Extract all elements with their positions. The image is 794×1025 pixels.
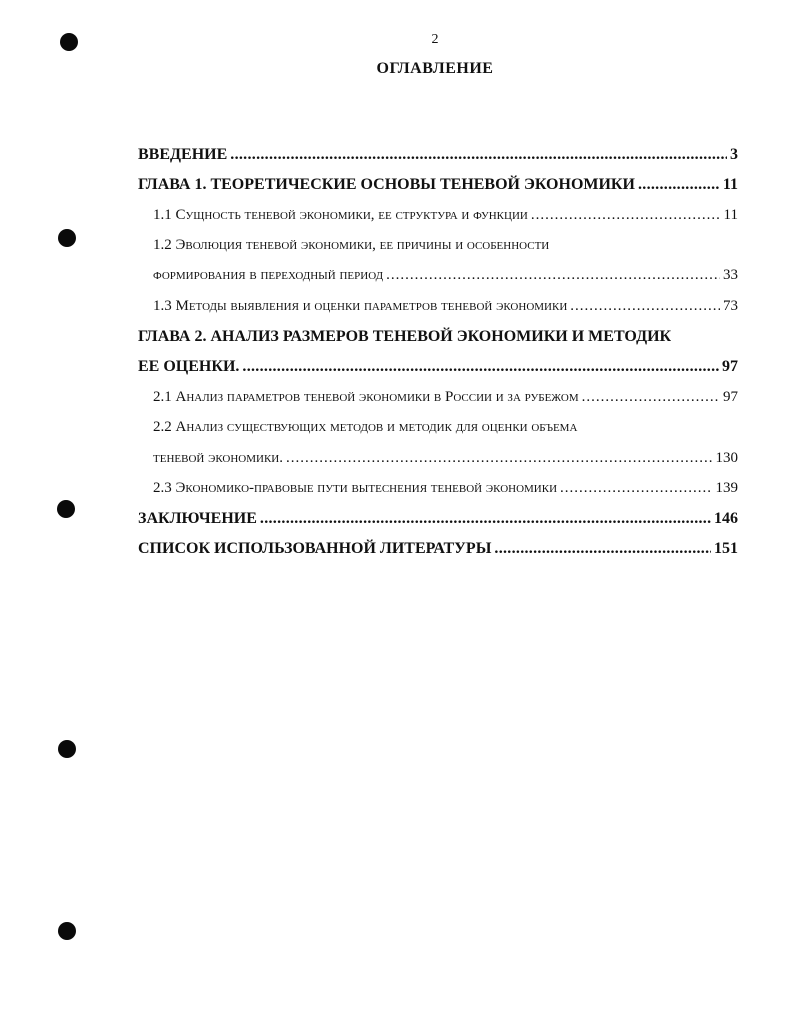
toc-entry-label: ГЛАВА 1. ТЕОРЕТИЧЕСКИЕ ОСНОВЫ ТЕНЕВОЙ ЭКОНОМИКИ <box>138 176 635 193</box>
toc-entry-label: 2.3 Экономико-правовые пути вытеснения теневой экономики <box>153 480 558 496</box>
leader-dots <box>286 450 713 467</box>
toc-entry-label: 2.2 Анализ существующих методов и методик для оценки объема <box>153 419 578 435</box>
punch-hole <box>58 740 76 758</box>
toc-entry-introduction[interactable] <box>138 146 738 164</box>
toc-entry-chapter-2[interactable] <box>138 328 738 346</box>
toc-entry-page: 146 <box>714 510 738 527</box>
toc-entry-section-1-2-continued[interactable] <box>153 267 738 284</box>
toc-entry-section-2-2-continued[interactable] <box>153 450 738 467</box>
leader-dots <box>386 267 720 284</box>
leader-dots <box>242 358 719 376</box>
toc-entry-section-1-3[interactable] <box>153 298 738 315</box>
toc-entry-label: ГЛАВА 2. АНАЛИЗ РАЗМЕРОВ ТЕНЕВОЙ ЭКОНОМИКИ И МЕТОДИК <box>138 328 672 345</box>
toc-entry-chapter-1[interactable] <box>138 176 738 194</box>
leader-dots <box>638 176 720 194</box>
toc-entry-section-2-1[interactable] <box>153 389 738 406</box>
toc-entry-label: ЗАКЛЮЧЕНИЕ <box>138 510 257 527</box>
toc-entry-page: 3 <box>730 146 738 163</box>
toc-entry-section-2-3[interactable] <box>153 480 738 497</box>
toc-entry-page: 130 <box>715 450 738 466</box>
toc-entry-page: 151 <box>714 540 738 557</box>
toc-entry-page: 97 <box>723 389 738 405</box>
leader-dots <box>531 207 721 224</box>
leader-dots <box>260 510 711 528</box>
toc-entry-page: 73 <box>723 298 738 314</box>
leader-dots <box>582 389 720 406</box>
toc-entry-section-1-1[interactable] <box>153 207 738 224</box>
toc-entry-page: 33 <box>723 267 738 283</box>
toc-entry-label: 2.1 Анализ параметров теневой экономики в России и за рубежом <box>153 389 579 405</box>
toc-entry-label: СПИСОК ИСПОЛЬЗОВАННОЙ ЛИТЕРАТУРЫ <box>138 540 492 557</box>
toc-entry-page: 139 <box>715 480 738 496</box>
toc-entry-label: формирования в переходный период <box>153 267 384 283</box>
toc-entry-section-2-2[interactable] <box>153 419 738 436</box>
leader-dots <box>560 480 712 497</box>
leader-dots <box>230 146 727 164</box>
toc-entry-page: 11 <box>723 207 738 223</box>
toc-title: ОГЛАВЛЕНИЕ <box>376 60 494 77</box>
toc-entry-label: 1.2 Эволюция теневой экономики, ее причины и особенности <box>153 237 550 253</box>
punch-hole <box>57 500 75 518</box>
toc-entry-page: 97 <box>722 358 738 375</box>
punch-hole <box>58 229 76 247</box>
toc-entry-page: 11 <box>722 176 738 193</box>
punch-hole <box>60 33 78 51</box>
toc-entry-label: теневой экономики. <box>153 450 283 466</box>
toc-entry-references[interactable] <box>138 540 738 558</box>
toc-entry-label: 1.1 Сущность теневой экономики, ее структура и функции <box>153 207 528 223</box>
punch-hole <box>58 922 76 940</box>
leader-dots <box>570 298 720 315</box>
toc-entry-label: 1.3 Методы выявления и оценки параметров теневой экономики <box>153 298 568 314</box>
toc-entry-label: ЕЕ ОЦЕНКИ. <box>138 358 240 375</box>
leader-dots <box>494 540 711 558</box>
toc-entry-conclusion[interactable] <box>138 510 738 528</box>
toc-entry-section-1-2[interactable] <box>153 237 738 254</box>
toc-entry-label: ВВЕДЕНИЕ <box>138 146 228 163</box>
page-number: 2 <box>431 32 439 47</box>
toc-entry-chapter-2-continued[interactable] <box>138 358 738 376</box>
